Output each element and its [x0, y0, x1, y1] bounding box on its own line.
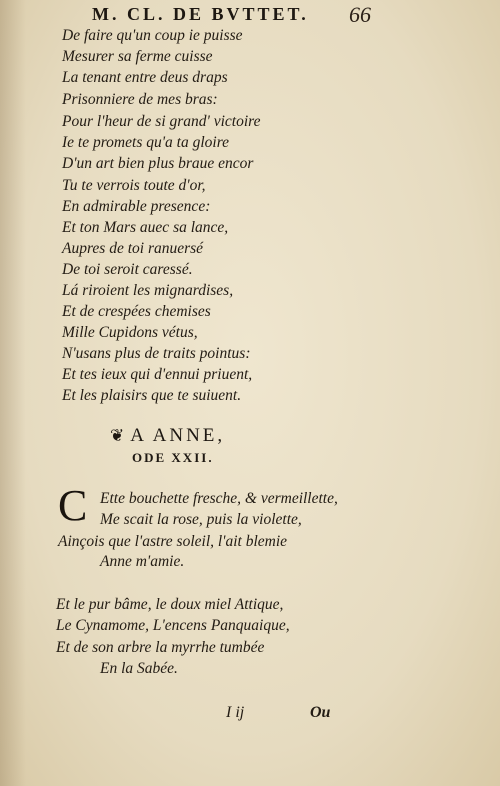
drop-cap: C	[58, 481, 88, 530]
catchword: Ou	[310, 704, 331, 721]
ode-title	[110, 425, 225, 447]
verse-line: Ie te promets qu'a ta gloire	[62, 134, 230, 151]
verse-line: Ette bouchette fresche, & vermeillette,	[100, 490, 338, 507]
verse-line: Anne m'amie.	[100, 553, 185, 570]
verse-line: Aupres de toi ranuersé	[62, 240, 204, 257]
verse-line: Mesurer sa ferme cuisse	[62, 48, 213, 65]
fleuron-ornament-icon: ❦	[110, 426, 125, 445]
gutter-shadow	[0, 0, 26, 786]
verse-line: Ainçois que l'astre soleil, l'ait blemie	[58, 533, 288, 550]
verse-line: En admirable presence:	[62, 198, 211, 215]
verse-line: Et le pur bâme, le doux miel Attique,	[56, 596, 284, 613]
verse-line: D'un art bien plus braue encor	[62, 155, 254, 172]
verse-line: Prisonniere de mes bras:	[62, 91, 218, 108]
verse-line: Et de son arbre la myrrhe tumbée	[56, 639, 265, 656]
verse-line: La tenant entre deus draps	[62, 69, 228, 86]
verse-line: Et les plaisirs que te suiuent.	[62, 387, 242, 404]
signature-mark: I ij	[226, 704, 245, 721]
ode-subtitle: ODE XXII.	[132, 450, 214, 465]
verse-line: N'usans plus de traits pointus:	[62, 345, 251, 362]
verse-line: De toi seroit caressé.	[62, 261, 193, 278]
verse-line: Et ton Mars auec sa lance,	[62, 219, 229, 236]
verse-line: En la Sabée.	[100, 660, 178, 677]
verse-line: Pour l'heur de si grand' victoire	[62, 113, 261, 130]
ode-title-text: A ANNE,	[130, 425, 226, 446]
running-title: M. CL. DE BVTTET.	[92, 4, 309, 24]
verse-line: Et tes ieux qui d'ennui priuent,	[62, 366, 253, 383]
verse-line: Le Cynamome, L'encens Panquaique,	[56, 617, 290, 634]
verse-line: Mille Cupidons vétus,	[62, 324, 198, 341]
folio-number: 66	[349, 2, 371, 27]
verse-line: Lá riroient les mignardises,	[62, 282, 234, 299]
verse-line: Tu te verrois toute d'or,	[62, 177, 206, 194]
verse-line: De faire qu'un coup ie puisse	[62, 27, 243, 44]
verse-line: Et de crespées chemises	[62, 303, 211, 320]
verse-line: Me scait la rose, puis la violette,	[100, 511, 302, 528]
